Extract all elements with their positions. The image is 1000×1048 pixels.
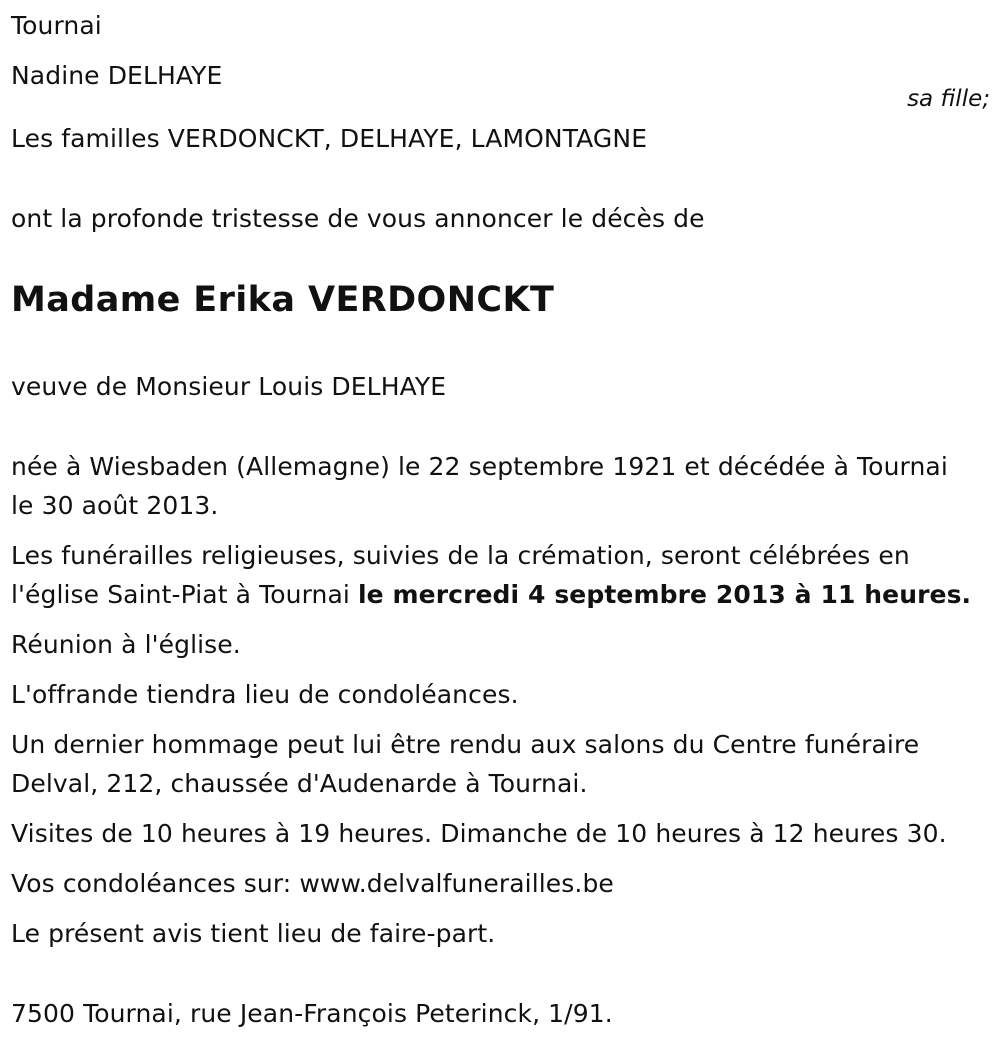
widow-line: veuve de Monsieur Louis DELHAYE bbox=[11, 372, 447, 401]
address-line: 7500 Tournai, rue Jean-François Peterinck, 1/91. bbox=[11, 999, 613, 1028]
homage-line-1: Un dernier hommage peut lui être rendu aux salons du Centre funéraire bbox=[11, 730, 920, 759]
visits-line: Visites de 10 heures à 19 heures. Dimanche de 10 heures à 12 heures 30. bbox=[11, 819, 947, 848]
deceased-name-heading: Madame Erika VERDONCKT bbox=[11, 280, 555, 320]
condolences-line: Vos condoléances sur: www.delvalfunerailles.be bbox=[11, 869, 614, 898]
funeral-date-time: le mercredi 4 septembre 2013 à 11 heures. bbox=[357, 580, 972, 609]
homage-line-2: Delval, 212, chaussée d'Audenarde à Tournai. bbox=[11, 769, 588, 798]
notice-line: Le présent avis tient lieu de faire-part. bbox=[11, 919, 496, 948]
city-line: Tournai bbox=[11, 11, 102, 40]
daughter-name: Nadine DELHAYE bbox=[11, 61, 223, 90]
funeral-line-2 bbox=[11, 575, 971, 614]
birth-death-line-1: née à Wiesbaden (Allemagne) le 22 septembre 1921 et décédée à Tournai bbox=[11, 452, 948, 481]
birth-death-line-2: le 30 août 2013. bbox=[11, 491, 219, 520]
daughter-role: sa fille; bbox=[907, 86, 990, 112]
meeting-line: Réunion à l'église. bbox=[11, 630, 241, 659]
funeral-line-1: Les funérailles religieuses, suivies de la crémation, seront célébrées en bbox=[11, 541, 910, 570]
offering-line: L'offrande tiendra lieu de condoléances. bbox=[11, 680, 519, 709]
announcement-line: ont la profonde tristesse de vous annoncer le décès de bbox=[11, 204, 705, 233]
funeral-church: l'église Saint-Piat à Tournai bbox=[11, 580, 358, 609]
families-line: Les familles VERDONCKT, DELHAYE, LAMONTAGNE bbox=[11, 124, 648, 153]
